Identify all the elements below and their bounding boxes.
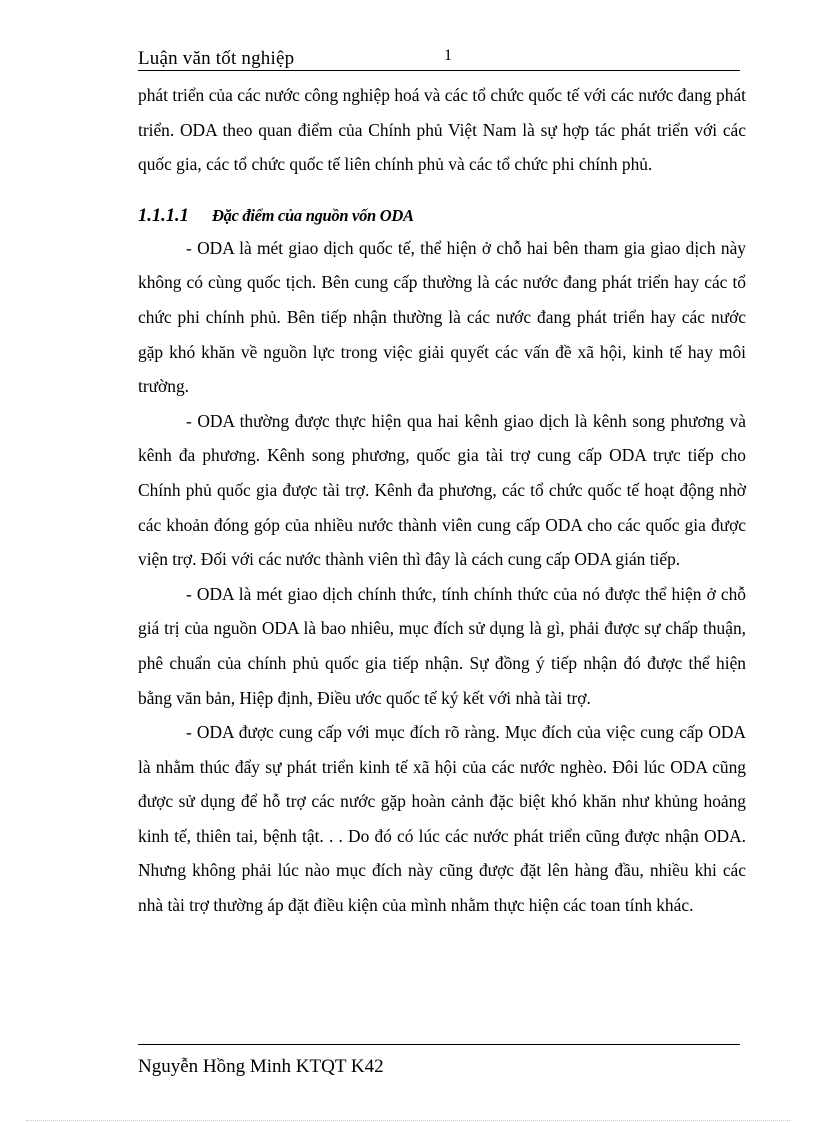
document-body	[138, 78, 746, 923]
page-header	[138, 48, 740, 71]
page-edge-divider	[26, 1120, 790, 1121]
section-number: 1.1.1.1	[138, 205, 189, 226]
header-title: Luận văn tốt nghiệp	[138, 48, 295, 69]
page-number: 1	[444, 47, 452, 64]
paragraph-3: - ODA là mét giao dịch chính thức, tính chính thức của nó được thể hiện ở chỗ giá trị của nguồn ODA là bao nhiêu, mục đích sử dụng là gì, phải được sự chấp thuận, phê chuẩn của chính phủ quốc gia tiếp nhận. Sự đồng ý tiếp nhận đó được thể hiện bằng văn bản, Hiệp định, Điều ước quốc tế ký kết với nhà tài trợ.	[138, 583, 746, 708]
paragraph-1: - ODA là mét giao dịch quốc tế, thể hiện ở chỗ hai bên tham gia giao dịch này không có cùng quốc tịch. Bên cung cấp thường là các nước đang phát triển hay các tổ chức phi chính phủ. Bên tiếp nhận thường là các nước đang phát triển hay các nước gặp khó khăn về nguồn lực trong việc giải quyết các vấn đề xã hội, kinh tế hay môi trường.	[138, 237, 746, 397]
paragraph-2: - ODA thường được thực hiện qua hai kênh giao dịch là kênh song phương và kênh đa phương. Kênh song phương, quốc gia tài trợ cung cấp ODA trực tiếp cho Chính phủ quốc gia được tài trợ. Kênh đa phương, các tổ chức quốc tế hoạt động nhờ các khoản đóng góp của nhiều nước thành viên cung cấp ODA cho các quốc gia được viện trợ. Đối với các nước thành viên thì đây là cách cung cấp ODA gián tiếp.	[138, 410, 746, 570]
page-footer	[138, 1044, 740, 1077]
paragraph-4: - ODA được cung cấp với mục đích rõ ràng. Mục đích của việc cung cấp ODA là nhằm thúc đẩy sự phát triển kinh tế xã hội của các nước nghèo. Đôi lúc ODA cũng được sử dụng để hỗ trợ các nước gặp hoàn cảnh đặc biệt khó khăn như khủng hoảng kinh tế, thiên tai, bệnh tật. . . Do đó có lúc các nước phát triển cũng được nhận ODA. Nhưng không phải lúc nào mục đích này cũng được đặt lên hàng đầu, nhiều khi các nhà tài trợ thường áp đặt điều kiện của mình nhằm thực hiện các toan tính khác.	[138, 722, 746, 916]
section-title: Đặc điểm của nguồn vốn ODA	[212, 205, 414, 225]
section-heading	[138, 196, 746, 235]
footer-author: Nguyễn Hồng Minh KTQT K42	[138, 1056, 384, 1077]
intro-paragraph: phát triển của các nước công nghiệp hoá và các tổ chức quốc tế với các nước đang phát triển. ODA theo quan điểm của Chính phủ Việt Nam là sự hợp tác phát triển với các quốc gia, các tổ chức quốc tế liên chính phủ và các tổ chức phi chính phủ.	[138, 85, 746, 175]
